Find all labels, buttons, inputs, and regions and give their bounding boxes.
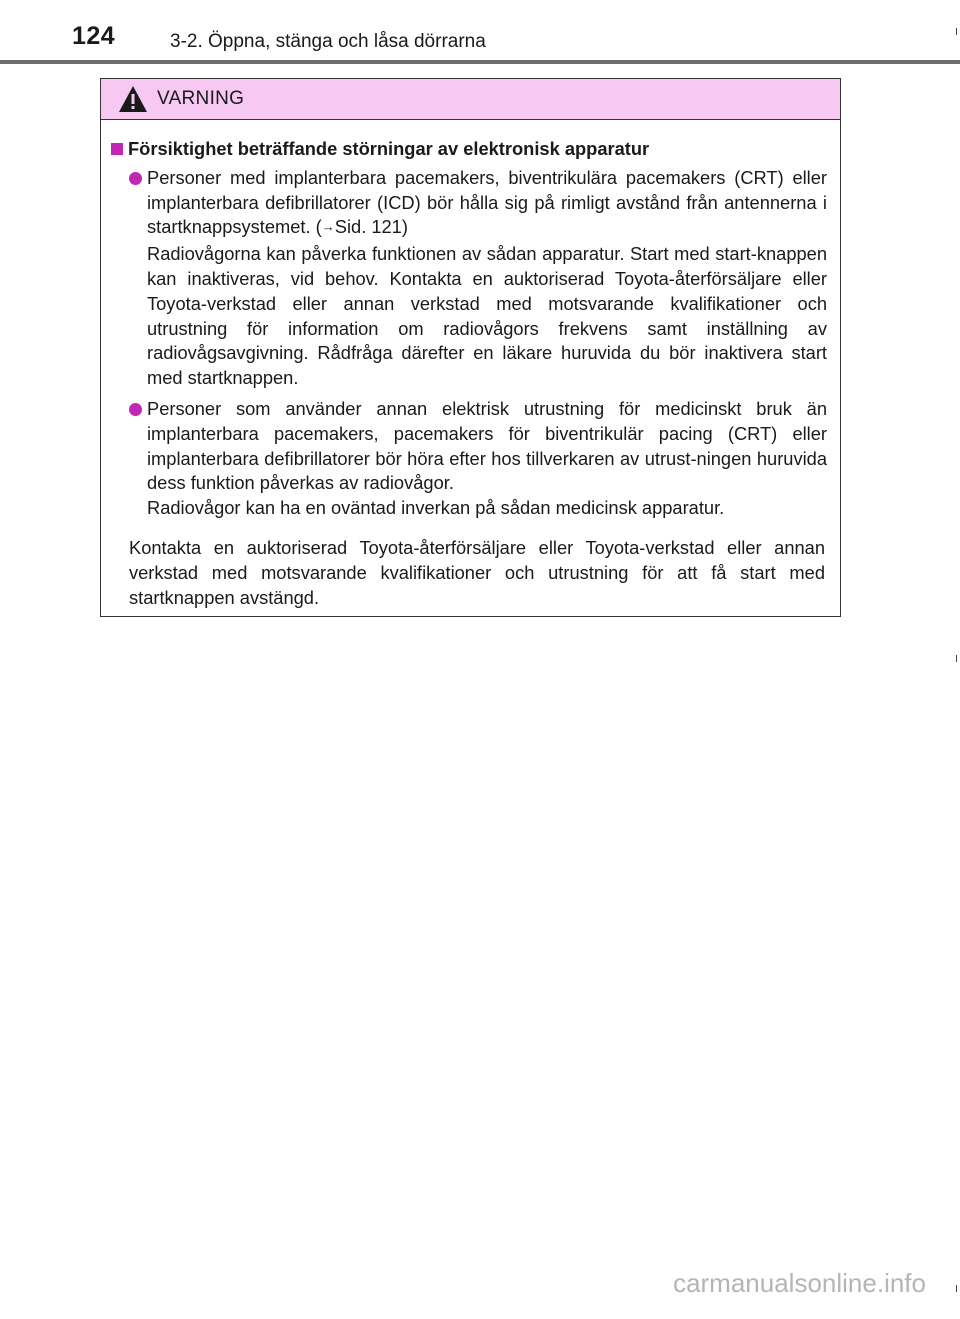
crop-mark bbox=[956, 1285, 957, 1292]
warning-header bbox=[101, 79, 840, 120]
round-bullet-icon bbox=[129, 403, 142, 416]
square-bullet-icon bbox=[111, 143, 123, 155]
bullet-text: ) bbox=[401, 216, 408, 238]
round-bullet-icon bbox=[129, 172, 142, 185]
warning-title: VARNING bbox=[157, 88, 245, 109]
warning-body bbox=[101, 120, 840, 610]
header-rule bbox=[0, 60, 960, 64]
crop-mark bbox=[956, 655, 957, 662]
warning-box bbox=[100, 78, 841, 617]
bullet-paragraph: Radiovågorna kan påverka funktionen av sådan apparatur. Start med start-knappen kan inaktiveras, vid behov. Kontakta en auktoriserad Toyota-återförsäljare eller Toyota-verkstad eller annan verkstad med motsvarande kvalifikationer och utrustning för information om radiovågors frekvens samt inställning av radiovågsavgivning. Rådfråga därefter en läkare huruvida du bör inaktivera start med startknappen. bbox=[147, 243, 827, 389]
bullet-paragraph: Personer som använder annan elektrisk utrustning för medicinskt bruk än implanterbara pacemakers, pacemakers för biventrikulär pacing (CRT) eller implanterbara defibrillatorer bör höra efter hos tillverkaren av utrust-ningen huruvida dess funktion påverkas av radiovågor. bbox=[147, 397, 827, 494]
page-number: 124 bbox=[72, 22, 116, 50]
arrow-right-icon: → bbox=[321, 219, 335, 235]
watermark: carmanualsonline.info bbox=[673, 1268, 926, 1298]
bullet-paragraph: Radiovågor kan ha en oväntad inverkan på sådan medicinsk apparatur. bbox=[147, 497, 725, 519]
warning-subheading bbox=[108, 137, 827, 162]
bullet-paragraph bbox=[147, 166, 827, 242]
subheading-text: Försiktighet beträffande störningar av elektronisk apparatur bbox=[128, 138, 650, 159]
bullet-item bbox=[108, 166, 827, 391]
page-header bbox=[0, 0, 960, 64]
warning-triangle-icon bbox=[118, 85, 148, 113]
bullet-text: Personer med implanterbara pacemakers, biventrikulära pacemakers (CRT) eller implanterbara defibrillatorer (ICD) bör hålla sig på rimligt avstånd från antennerna i startknappsystemet. ( bbox=[147, 166, 827, 238]
bullet-item bbox=[108, 397, 827, 521]
section-title: 3-2. Öppna, stänga och låsa dörrarna bbox=[170, 31, 486, 52]
page-reference: Sid. 121 bbox=[334, 216, 402, 238]
crop-mark bbox=[956, 28, 957, 35]
closing-paragraph: Kontakta en auktoriserad Toyota-återförsäljare eller Toyota-verkstad eller annan verkstad med motsvarande kvalifikationer och utrustning för att få start med startknappen avstängd. bbox=[129, 536, 825, 608]
